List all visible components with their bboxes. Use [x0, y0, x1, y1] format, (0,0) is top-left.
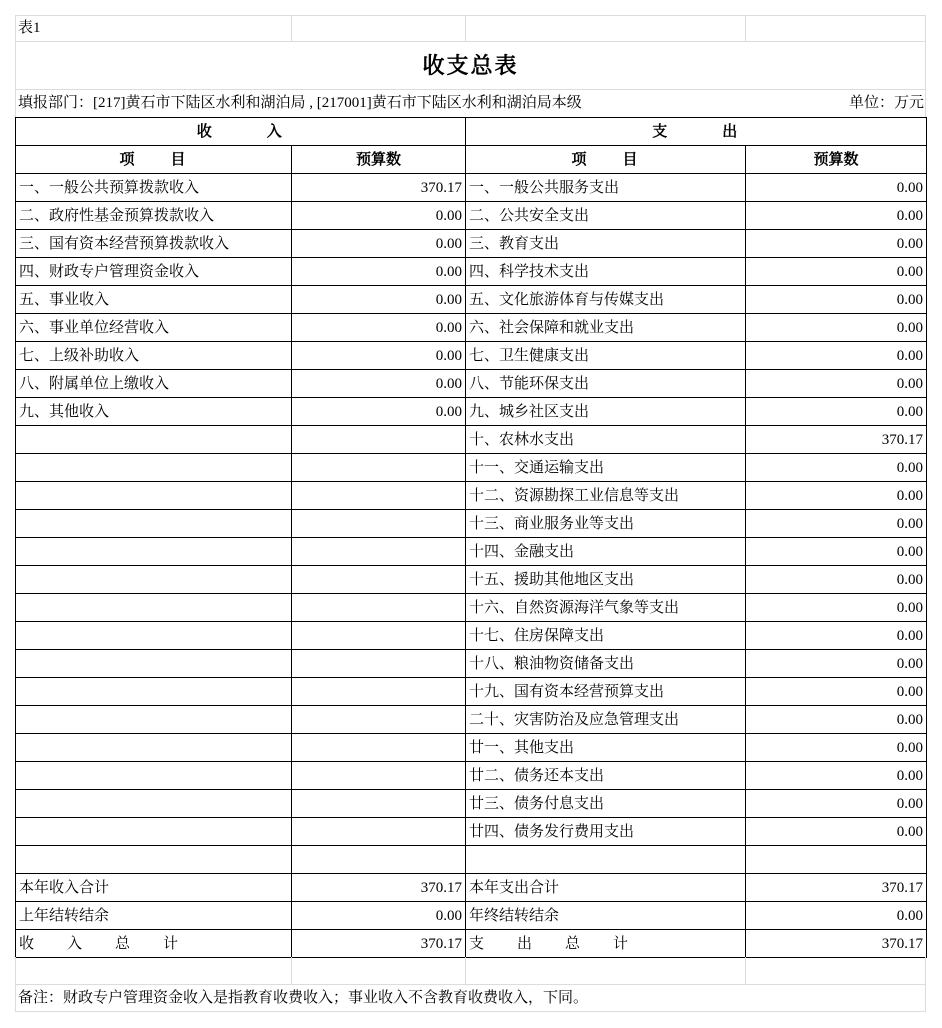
expense-amount-cell: 0.00 — [746, 594, 927, 622]
expense-amount-cell: 0.00 — [746, 762, 927, 790]
income-amount-cell — [292, 566, 466, 594]
income-item-cell — [16, 482, 292, 510]
expense-item-cell: 十八、粮油物资储备支出 — [466, 650, 746, 678]
expense-amount-cell: 0.00 — [746, 650, 927, 678]
income-amount-cell — [292, 678, 466, 706]
expense-item-cell: 五、文化旅游体育与传媒支出 — [466, 286, 746, 314]
income-item-cell: 一、一般公共预算拨款收入 — [16, 174, 292, 202]
expense-amount-cell: 0.00 — [746, 538, 927, 566]
header-group-row — [16, 118, 927, 146]
income-amount-cell: 0.00 — [292, 398, 466, 426]
note-row — [15, 985, 926, 1012]
gridline — [465, 16, 466, 41]
expense-item-cell: 十六、自然资源海洋气象等支出 — [466, 594, 746, 622]
income-item-cell — [16, 594, 292, 622]
income-carryover-label: 上年结转结余 — [16, 902, 292, 930]
table-row — [16, 790, 927, 818]
expense-amount-cell: 0.00 — [746, 258, 927, 286]
table-row — [16, 734, 927, 762]
table-row — [16, 622, 927, 650]
table-row — [16, 398, 927, 426]
empty-cell — [292, 846, 466, 874]
expense-summary-amount: 370.17 — [746, 874, 927, 902]
expense-amount-cell: 0.00 — [746, 790, 927, 818]
income-item-cell: 五、事业收入 — [16, 286, 292, 314]
expense-amount-cell: 0.00 — [746, 678, 927, 706]
expense-amount-cell: 0.00 — [746, 342, 927, 370]
expense-item-header: 项 目 — [466, 146, 746, 174]
income-item-cell — [16, 790, 292, 818]
income-item-cell: 六、事业单位经营收入 — [16, 314, 292, 342]
empty-cell — [466, 846, 746, 874]
income-item-cell — [16, 818, 292, 846]
expense-amount-cell: 0.00 — [746, 454, 927, 482]
income-amount-cell — [292, 622, 466, 650]
gridline — [291, 16, 292, 41]
table-row — [16, 678, 927, 706]
gridline — [745, 16, 746, 41]
gridline — [745, 957, 746, 984]
table-row — [16, 174, 927, 202]
income-amount-cell — [292, 734, 466, 762]
income-item-cell: 四、财政专户管理资金收入 — [16, 258, 292, 286]
income-amount-cell: 0.00 — [292, 286, 466, 314]
table-row — [16, 426, 927, 454]
income-item-cell — [16, 454, 292, 482]
expense-group-header: 支 出 — [466, 118, 927, 146]
unit-label: 单位：万元 — [848, 95, 924, 111]
expense-amount-cell: 0.00 — [746, 286, 927, 314]
income-amount-cell: 0.00 — [292, 314, 466, 342]
income-item-cell: 二、政府性基金预算拨款收入 — [16, 202, 292, 230]
table-row — [16, 258, 927, 286]
department-label: 填报部门：[217]黄石市下陆区水利和湖泊局 , [217001]黄石市下陆区水利和湖泊局本级 — [18, 95, 582, 111]
table-row — [16, 286, 927, 314]
income-amount-cell — [292, 510, 466, 538]
income-item-cell: 七、上级补助收入 — [16, 342, 292, 370]
income-amount-cell: 370.17 — [292, 174, 466, 202]
table-row — [16, 202, 927, 230]
income-group-header: 收 入 — [16, 118, 466, 146]
income-carryover-amount: 0.00 — [292, 902, 466, 930]
header-column-row — [16, 146, 927, 174]
income-item-header: 项 目 — [16, 146, 292, 174]
expense-item-cell: 九、城乡社区支出 — [466, 398, 746, 426]
income-amount-cell — [292, 706, 466, 734]
income-amount-cell: 0.00 — [292, 230, 466, 258]
income-amount-cell: 0.00 — [292, 370, 466, 398]
expense-amount-cell: 0.00 — [746, 818, 927, 846]
income-item-cell — [16, 566, 292, 594]
expense-item-cell: 廿二、债务还本支出 — [466, 762, 746, 790]
blank-table-row — [16, 846, 927, 874]
income-item-cell — [16, 706, 292, 734]
table-row — [16, 538, 927, 566]
income-amount-cell — [292, 762, 466, 790]
sheet-label: 表1 — [18, 20, 41, 36]
table-row — [16, 482, 927, 510]
income-summary-label: 本年收入合计 — [16, 874, 292, 902]
income-amount-cell — [292, 818, 466, 846]
table-row — [16, 370, 927, 398]
expense-item-cell: 十七、住房保障支出 — [466, 622, 746, 650]
expense-amount-cell: 0.00 — [746, 202, 927, 230]
expense-item-cell: 三、教育支出 — [466, 230, 746, 258]
empty-cell — [746, 846, 927, 874]
expense-item-cell: 十、农林水支出 — [466, 426, 746, 454]
expense-item-cell: 八、节能环保支出 — [466, 370, 746, 398]
income-item-cell — [16, 510, 292, 538]
expense-total-amount: 370.17 — [746, 930, 927, 958]
expense-item-cell: 廿四、债务发行费用支出 — [466, 818, 746, 846]
table-row — [16, 706, 927, 734]
budget-table — [15, 117, 927, 958]
expense-amount-cell: 0.00 — [746, 706, 927, 734]
expense-item-cell: 二、公共安全支出 — [466, 202, 746, 230]
expense-item-cell: 二十、灾害防治及应急管理支出 — [466, 706, 746, 734]
expense-item-cell: 廿一、其他支出 — [466, 734, 746, 762]
spreadsheet-page — [15, 15, 926, 1012]
income-amount-cell: 0.00 — [292, 202, 466, 230]
blank-grid-row — [15, 957, 926, 985]
table-row — [16, 650, 927, 678]
footnote: 备注：财政专户管理资金收入是指教育收费收入；事业收入不含教育收费收入，下同。 — [18, 990, 589, 1006]
expense-item-cell: 四、科学技术支出 — [466, 258, 746, 286]
title-row — [15, 42, 926, 90]
table-row — [16, 230, 927, 258]
expense-carryover-amount: 0.00 — [746, 902, 927, 930]
expense-amount-cell: 0.00 — [746, 482, 927, 510]
income-total-label: 收 入 总 计 — [16, 930, 292, 958]
table-row — [16, 454, 927, 482]
income-amount-cell — [292, 538, 466, 566]
income-item-cell — [16, 650, 292, 678]
income-item-cell — [16, 762, 292, 790]
table-row — [16, 762, 927, 790]
expense-total-label: 支 出 总 计 — [466, 930, 746, 958]
expense-amount-cell: 0.00 — [746, 734, 927, 762]
expense-amount-cell: 0.00 — [746, 174, 927, 202]
table-row — [16, 314, 927, 342]
summary-row-total — [16, 930, 927, 958]
page-title: 收支总表 — [422, 53, 519, 78]
expense-amount-cell: 0.00 — [746, 510, 927, 538]
income-amount-cell — [292, 790, 466, 818]
income-amount-cell: 0.00 — [292, 258, 466, 286]
table-row — [16, 566, 927, 594]
income-amount-cell: 0.00 — [292, 342, 466, 370]
income-item-cell: 九、其他收入 — [16, 398, 292, 426]
expense-summary-label: 本年支出合计 — [466, 874, 746, 902]
empty-cell — [16, 846, 292, 874]
income-item-cell — [16, 426, 292, 454]
income-amount-cell — [292, 650, 466, 678]
expense-carryover-label: 年终结转结余 — [466, 902, 746, 930]
income-item-cell — [16, 678, 292, 706]
income-total-amount: 370.17 — [292, 930, 466, 958]
expense-amount-cell: 0.00 — [746, 622, 927, 650]
income-amount-cell — [292, 482, 466, 510]
expense-item-cell: 十二、资源勘探工业信息等支出 — [466, 482, 746, 510]
income-amount-cell — [292, 426, 466, 454]
table-row — [16, 342, 927, 370]
expense-amount-cell: 370.17 — [746, 426, 927, 454]
expense-item-cell: 十九、国有资本经营预算支出 — [466, 678, 746, 706]
income-item-cell — [16, 622, 292, 650]
expense-item-cell: 十四、金融支出 — [466, 538, 746, 566]
summary-row-current-year — [16, 874, 927, 902]
expense-item-cell: 十三、商业服务业等支出 — [466, 510, 746, 538]
gridline — [291, 957, 292, 984]
expense-item-cell: 六、社会保障和就业支出 — [466, 314, 746, 342]
expense-amount-header: 预算数 — [746, 146, 927, 174]
department-row — [15, 90, 926, 117]
sheet-label-row — [15, 15, 926, 42]
table-row — [16, 594, 927, 622]
table-row — [16, 510, 927, 538]
income-item-cell — [16, 538, 292, 566]
expense-item-cell: 七、卫生健康支出 — [466, 342, 746, 370]
income-item-cell — [16, 734, 292, 762]
expense-amount-cell: 0.00 — [746, 566, 927, 594]
table-row — [16, 818, 927, 846]
expense-item-cell: 十五、援助其他地区支出 — [466, 566, 746, 594]
expense-amount-cell: 0.00 — [746, 230, 927, 258]
expense-item-cell: 一、一般公共服务支出 — [466, 174, 746, 202]
expense-item-cell: 廿三、债务付息支出 — [466, 790, 746, 818]
income-item-cell: 三、国有资本经营预算拨款收入 — [16, 230, 292, 258]
expense-amount-cell: 0.00 — [746, 370, 927, 398]
income-amount-cell — [292, 594, 466, 622]
gridline — [465, 957, 466, 984]
income-item-cell: 八、附属单位上缴收入 — [16, 370, 292, 398]
income-amount-cell — [292, 454, 466, 482]
summary-row-carryover — [16, 902, 927, 930]
income-amount-header: 预算数 — [292, 146, 466, 174]
expense-amount-cell: 0.00 — [746, 314, 927, 342]
expense-item-cell: 十一、交通运输支出 — [466, 454, 746, 482]
income-summary-amount: 370.17 — [292, 874, 466, 902]
expense-amount-cell: 0.00 — [746, 398, 927, 426]
